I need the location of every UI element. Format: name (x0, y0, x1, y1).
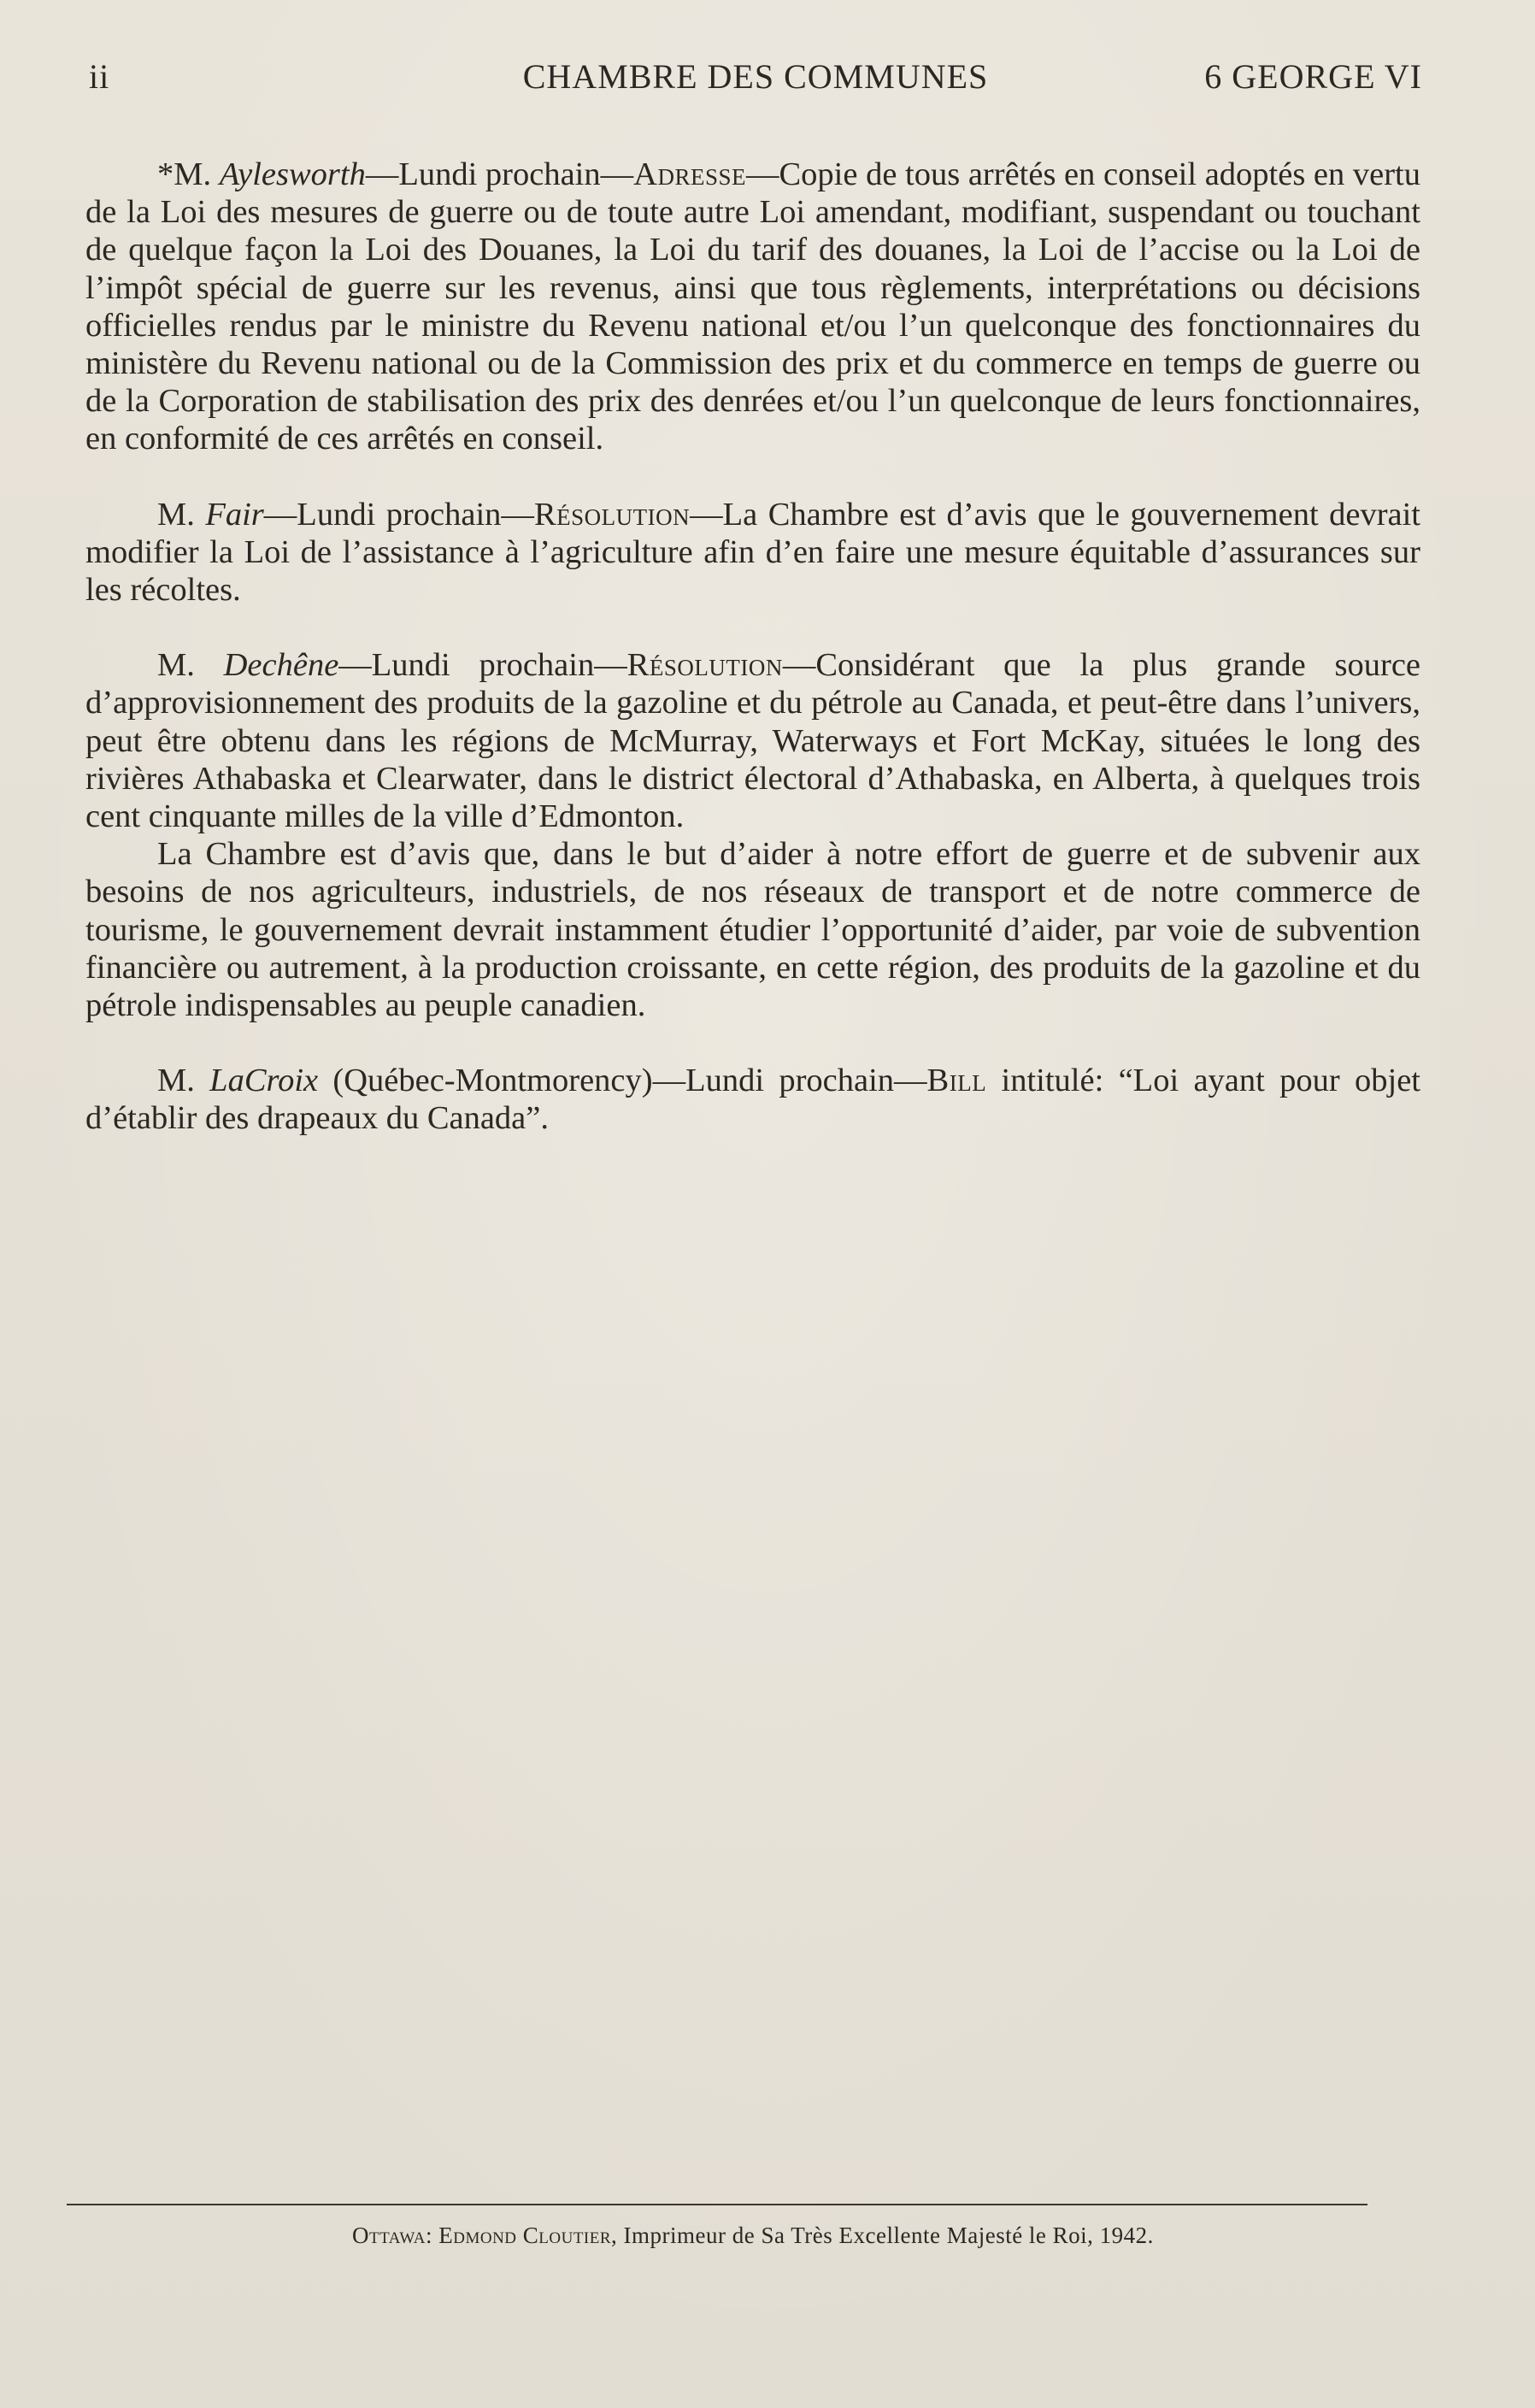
imprint-separator: : (425, 2223, 439, 2248)
notice-timing: —Lundi prochain— (365, 156, 634, 192)
notice-entry-dechene (85, 646, 1420, 835)
running-header (89, 56, 1422, 108)
notice-kind: Résolution (533, 496, 691, 533)
notice-text: —Copie de tous arrêtés en conseil adoptés en vertu de la Loi des mesures de guerre ou de toute autre Loi amendant, modifiant, suspendant ou touchant de quelque façon la Loi des Douanes, la Loi du tarif des douanes, la Loi de l’accise ou la Loi de l’impôt spécial de guerre sur les revenus, ainsi que tous règlements, interprétations ou décisions officielles rendus par le ministre du Revenu national et/ou l’un quelconque des fonctionnaires du ministère du Revenu national ou de la Commission des prix et du commerce en temps de guerre ou de la Corporation de stabilisation des prix des denrées et/ou l’un quelconque de leurs fonctionnaires, en conformité de ces arrêtés en conseil. (85, 156, 1420, 457)
notice-timing: —Lundi prochain— (338, 647, 627, 684)
imprint-printer: Edmond Cloutier (438, 2223, 612, 2248)
notice-kind: Bill (926, 1063, 987, 1099)
notice-text: —Considérant que la plus grande source d’approvisionnement des produits de la gazoline et du pétrole au Canada, et peut-être dans l’univers, peut être obtenu dans les régions de McMurray, Waterways et Fort McKay, situées le long des rivières Athabaska et Clearwater, dans le district électoral d’Athabaska, en Alberta, à quelques trois cent cinquante milles de la ville d’Edmonton. (85, 647, 1420, 835)
printer-imprint (85, 2223, 1420, 2249)
spacer (85, 458, 1420, 496)
notice-body (85, 156, 1420, 1138)
notice-continuation: La Chambre est d’avis que, dans le but d’aider à notre effort de guerre et de subvenir aux besoins de nos agriculteurs, industriels, de nos réseaux de transport et de notre commerce de tourisme, le gouvernement devrait instamment étudier l’opportunité d’aider, par voie de subvention financière ou autrement, à la production croissante, en cette région, des produits de la gazoline et du pétrole indispensables au peuple canadien. (85, 836, 1420, 1024)
notice-entry-aylesworth (85, 156, 1420, 458)
regnal-year: 6 GEORGE VI (1204, 57, 1422, 96)
member-riding: (Québec-Montmorency) (318, 1063, 653, 1099)
footer-rule (67, 2204, 1367, 2205)
page-title: CHAMBRE DES COMMUNES (522, 57, 989, 96)
notice-kind: Résolution (626, 647, 783, 684)
notice-text: intitulé: “Loi ayant pour objet d’établir des drapeaux du Canada”. (85, 1063, 1420, 1137)
spacer (85, 1024, 1420, 1062)
member-name: Dechêne (223, 647, 339, 684)
asterisk-marker: * (157, 156, 174, 192)
member-prefix: M. (157, 1063, 210, 1099)
imprint-rest: , Imprimeur de Sa Très Excellente Majesté le Roi, 1942. (611, 2223, 1154, 2248)
spacer (85, 609, 1420, 646)
notice-timing: —Lundi prochain— (652, 1063, 927, 1099)
notice-entry-fair (85, 496, 1420, 609)
notice-timing: —Lundi prochain— (263, 496, 534, 533)
page-number: ii (89, 57, 110, 96)
member-name: LaCroix (209, 1063, 319, 1099)
member-prefix: M. (157, 496, 206, 533)
member-name: Aylesworth (219, 156, 366, 192)
imprint-city: Ottawa (352, 2223, 426, 2248)
notice-text: —La Chambre est d’avis que le gouvernement devrait modifier la Loi de l’assistance à l’agriculture afin d’en faire une mesure équitable d’assurances sur les récoltes. (85, 496, 1421, 609)
member-prefix: M. (157, 647, 224, 684)
member-name: Fair (205, 496, 264, 533)
notice-kind: Adresse (633, 156, 746, 192)
notice-entry-lacroix (85, 1062, 1420, 1137)
member-prefix: M. (173, 156, 220, 192)
